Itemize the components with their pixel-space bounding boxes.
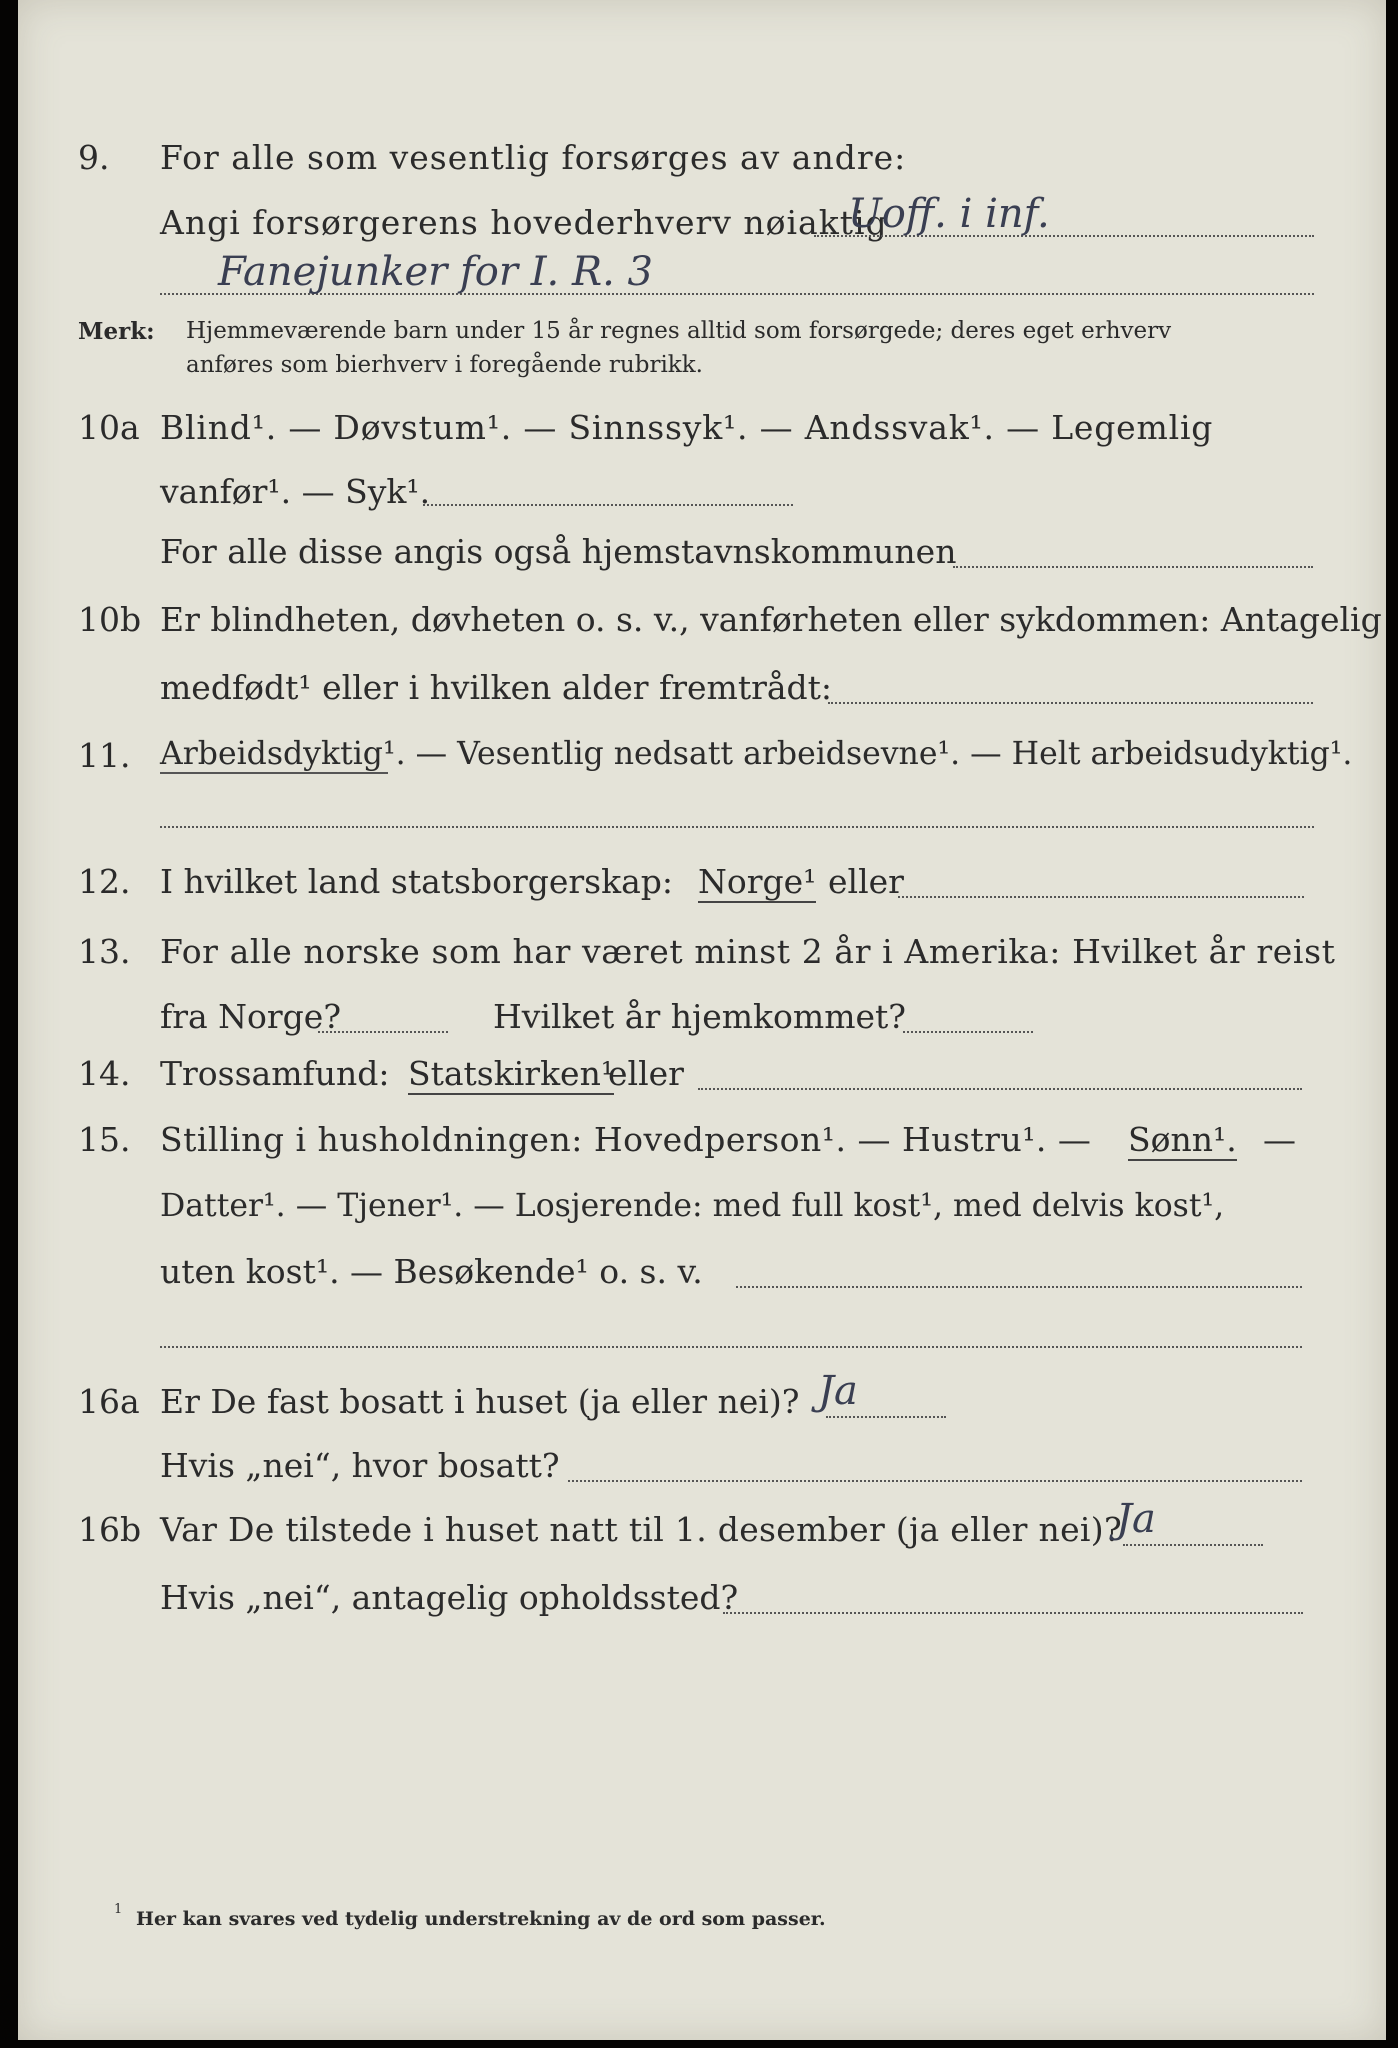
q15-answer-line — [736, 1286, 1302, 1288]
q10b-answer-line — [828, 702, 1313, 704]
q16a-number: 16a — [78, 1382, 140, 1421]
q16a-text1: Er De fast bosatt i huset (ja eller nei)? — [160, 1382, 800, 1421]
q16b-number: 16b — [78, 1510, 142, 1549]
q9-handwritten-answer1: Uoff. i inf. — [848, 191, 1050, 237]
q14-number: 14. — [78, 1054, 131, 1093]
q12-line — [18, 862, 1386, 922]
merk-text1: Hjemmeværende barn under 15 år regnes alltid som forsørgede; deres eget erhverv — [186, 318, 1172, 344]
q10a-line3 — [18, 532, 1386, 592]
q10b-text2: medfødt¹ eller i hvilken alder fremtrådt: — [160, 668, 833, 707]
q11-text1: Arbeidsdyktig¹. — Vesentlig nedsatt arbeidsevne¹. — Helt arbeidsudyktig¹. — [160, 736, 1353, 772]
footnote-mark: 1 — [114, 1902, 123, 1917]
q16b-handwritten-answer: Ja — [1116, 1496, 1156, 1542]
q14-eller: eller — [608, 1054, 684, 1093]
q9-line1 — [18, 138, 1386, 198]
footnote — [18, 1902, 1386, 1968]
q9-text1: For alle som vesentlig forsørges av andre: — [160, 138, 907, 177]
q9-line3 — [18, 249, 1386, 315]
q10a-answer-line2 — [953, 566, 1313, 568]
q10a-line1 — [18, 408, 1386, 468]
census-form-page — [18, 0, 1386, 2040]
q16a-line1 — [18, 1368, 1386, 1442]
q12-text: I hvilket land statsborgerskap: — [160, 862, 674, 901]
q12-number: 12. — [78, 862, 131, 901]
q16b-line2 — [18, 1578, 1386, 1638]
q15-line1 — [18, 1120, 1386, 1180]
q9-text2: Angi forsørgerens hovederhverv nøiaktig — [160, 203, 888, 242]
q14-answer-line — [698, 1088, 1302, 1090]
q15-line2 — [18, 1188, 1386, 1248]
q13-answer-line2 — [903, 1031, 1033, 1033]
q13-line2 — [18, 997, 1386, 1057]
q10a-line2 — [18, 472, 1386, 532]
q16b-answer-line — [1123, 1544, 1263, 1546]
q13-number: 13. — [78, 932, 131, 971]
q16a-line2 — [18, 1446, 1386, 1506]
q15-text3: uten kost¹. — Besøkende¹ o. s. v. — [160, 1252, 703, 1291]
q13-text2a: fra Norge? — [160, 997, 342, 1036]
q10b-number: 10b — [78, 600, 142, 639]
q13-text2b: Hvilket år hjemkommet? — [493, 997, 906, 1036]
q11-line2 — [18, 786, 1386, 846]
merk-note2 — [18, 352, 1386, 412]
q15-answer-line2 — [160, 1346, 1302, 1348]
q10a-number: 10a — [78, 408, 140, 447]
q12-answer-line — [898, 896, 1304, 898]
q13-line1 — [18, 932, 1386, 992]
q15-answer-sonn: Sønn¹. — [1128, 1120, 1237, 1159]
q9-number: 9. — [78, 138, 110, 177]
footnote-text: Her kan svares ved tydelig understrekning av de ord som passer. — [136, 1908, 826, 1930]
q15-line4 — [18, 1300, 1386, 1360]
q16b-text1: Var De tilstede i huset natt til 1. desember (ja eller nei)? — [160, 1510, 1122, 1549]
q16b-line1 — [18, 1496, 1386, 1570]
q15-text1a: Stilling i husholdningen: Hovedperson¹. — Hustru¹. — — [160, 1120, 1092, 1159]
q13-answer-line1 — [318, 1031, 448, 1033]
q15-number: 15. — [78, 1120, 131, 1159]
merk-label: Merk: — [78, 318, 155, 345]
q11-answer-line — [160, 826, 1314, 828]
q14-line — [18, 1054, 1386, 1114]
q12-eller: eller — [828, 862, 904, 901]
q12-answer-norge: Norge¹ — [698, 862, 817, 901]
q16b-text2: Hvis „nei“, antagelig opholdssted? — [160, 1578, 739, 1617]
q16a-handwritten-answer: Ja — [818, 1368, 858, 1414]
q10b-text1: Er blindheten, døvheten o. s. v., vanførheten eller sykdommen: Antagelig — [160, 600, 1382, 639]
q10a-text1: Blind¹. — Døvstum¹. — Sinnssyk¹. — Andssvak¹. — Legemlig — [160, 408, 1214, 447]
q15-text2: Datter¹. — Tjener¹. — Losjerende: med full kost¹, med delvis kost¹, — [160, 1188, 1225, 1224]
q15-dash: — — [1263, 1120, 1296, 1159]
q10a-answer-line — [423, 504, 793, 506]
q11-answer-underline — [160, 772, 388, 774]
q16a-answer-line2 — [568, 1480, 1302, 1482]
q16a-answer-line — [826, 1416, 946, 1418]
q10b-line2 — [18, 668, 1386, 728]
q10a-text3: For alle disse angis også hjemstavnskommunen — [160, 532, 957, 571]
q16a-text2: Hvis „nei“, hvor bosatt? — [160, 1446, 560, 1485]
q11-number: 11. — [78, 736, 131, 775]
q14-answer-statskirken: Statskirken¹ — [408, 1054, 615, 1093]
q14-text: Trossamfund: — [160, 1054, 390, 1093]
q10a-text2: vanfør¹. — Syk¹. — [160, 472, 431, 511]
q13-text1: For alle norske som har været minst 2 år i Amerika: Hvilket år reist — [160, 932, 1336, 971]
q9-handwritten-answer2: Fanejunker for I. R. 3 — [218, 249, 653, 295]
merk-text2: anføres som bierhverv i foregående rubrikk. — [186, 352, 703, 378]
q10b-line1 — [18, 600, 1386, 660]
q16b-answer-line2 — [723, 1612, 1303, 1614]
